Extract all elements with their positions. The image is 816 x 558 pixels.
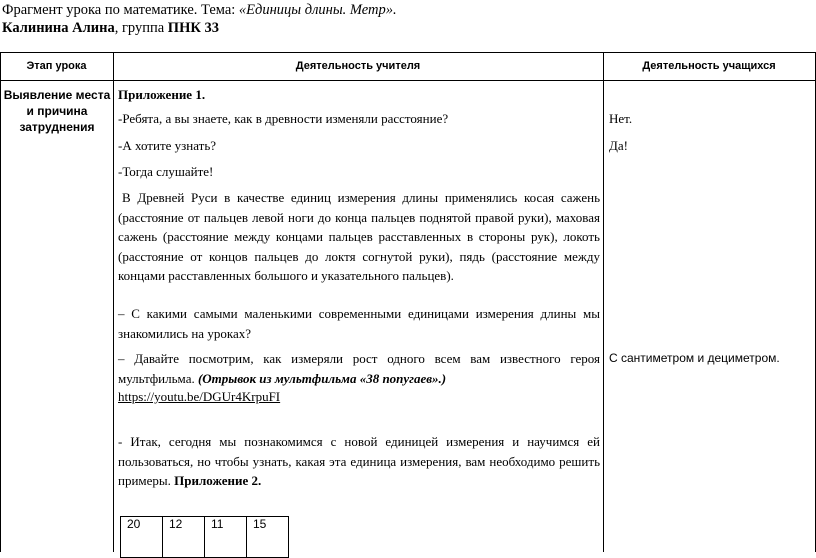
student-answer-1: Нет. bbox=[609, 111, 633, 126]
table-header-border bbox=[0, 80, 816, 81]
teacher-question-5-text: – Давайте посмотрим, как измеряли рост одного всем вам известного героя мультфильма. bbox=[118, 351, 600, 386]
examples-row bbox=[121, 517, 289, 558]
column-header-stage: Этап урока bbox=[26, 60, 87, 72]
video-link-row bbox=[118, 387, 600, 407]
teacher-question-4: – С какими самыми маленькими современными единицами измерения длины мы знакомились на уроках? bbox=[118, 306, 600, 341]
group-name: ПНК 33 bbox=[167, 20, 219, 36]
example-number: 20 bbox=[121, 517, 163, 558]
header-prefix: Фрагмент урока по математике. Тема: bbox=[2, 2, 239, 18]
teacher-question-1: -Ребята, а вы знаете, как в древности изменяли расстояние? bbox=[118, 111, 449, 126]
video-link[interactable]: https://youtu.be/DGUr4KrpuFI bbox=[118, 389, 281, 404]
table-top-border bbox=[0, 52, 816, 53]
lesson-table bbox=[0, 52, 816, 552]
example-number: 12 bbox=[163, 517, 205, 558]
example-number: 15 bbox=[247, 517, 289, 558]
table-col-divider-2 bbox=[603, 52, 604, 552]
column-header-students: Деятельность учащихся bbox=[642, 60, 776, 72]
examples-table bbox=[120, 516, 289, 558]
header-author-line bbox=[2, 18, 219, 38]
teacher-question-2: -А хотите узнать? bbox=[118, 138, 217, 153]
table-col-divider-1 bbox=[113, 52, 114, 552]
teacher-question-3: -Тогда слушайте! bbox=[118, 164, 214, 179]
stage-cell: Выявление места и причина затруднения bbox=[3, 88, 111, 134]
teacher-question-5 bbox=[118, 349, 600, 388]
example-number: 11 bbox=[205, 517, 247, 558]
author-separator: , группа bbox=[114, 20, 168, 36]
appendix-2-label: Приложение 2. bbox=[174, 473, 262, 488]
cartoon-reference: (Отрывок из мультфильма «38 попугаев».) bbox=[197, 370, 447, 386]
appendix-1-label: Приложение 1. bbox=[118, 87, 206, 102]
author-name: Калинина Алина bbox=[2, 20, 115, 36]
student-answer-2: Да! bbox=[609, 138, 628, 153]
column-header-teacher: Деятельность учителя bbox=[295, 60, 421, 72]
teacher-paragraph: В Древней Руси в качестве единиц измерения длины применялись косая сажень (расстояние от пальцев левой ноги до конца пальцев поднятой правой руки), маховая сажень (расстояние между концами пальцев расставленных в стороны рук), локоть (расстояние от концов пальцев до локтя согнутой руки), пядь (расстояние между концами расставленных большого и указательного пальцев). bbox=[118, 190, 600, 283]
header-topic-line bbox=[2, 0, 397, 20]
lesson-topic: «Единицы длины. Метр». bbox=[238, 2, 397, 18]
teacher-question-6-text: - Итак, сегодня мы познакомимся с новой единицей измерения и научимся ей пользоваться, но чтобы узнать, какая эта единица измерения, вам необходимо решить примеры. bbox=[118, 434, 600, 488]
table-left-border bbox=[0, 52, 1, 552]
student-answer-3: С сантиметром и дециметром. bbox=[609, 351, 780, 365]
teacher-question-6 bbox=[118, 432, 600, 491]
